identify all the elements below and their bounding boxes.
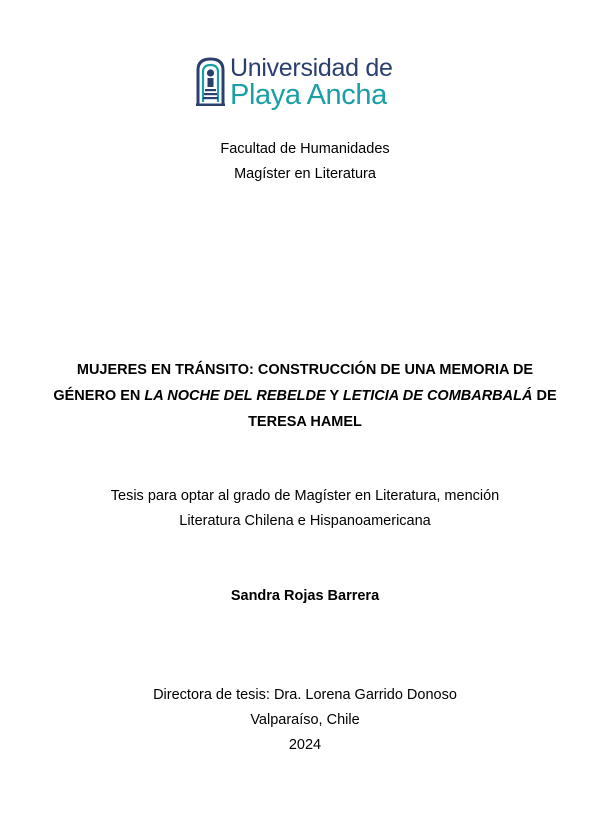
- university-emblem-icon: [195, 56, 226, 107]
- year: 2024: [288, 737, 322, 753]
- title-segment: DE: [532, 388, 557, 404]
- thesis-title-line-3: TERESA HAMEL: [248, 414, 362, 430]
- faculty-name: Facultad de Humanidades: [220, 141, 390, 157]
- thesis-title-line-2: [30, 383, 580, 409]
- logo-text-playa-ancha: Playa Ancha: [230, 79, 387, 111]
- title-segment: Y: [325, 388, 343, 404]
- thesis-advisor: Directora de tesis: Dra. Lorena Garrido Donoso: [153, 687, 457, 703]
- location: Valparaíso, Chile: [250, 712, 360, 728]
- thesis-title-line-1: MUJERES EN TRÁNSITO: CONSTRUCCIÓN DE UNA MEMORIA DE: [76, 362, 534, 378]
- university-logo: [195, 54, 407, 110]
- book-title-leticia-de-combarbala: LETICIA DE COMBARBALÁ: [342, 388, 533, 404]
- logo-text-universidad: Universidad de: [230, 54, 393, 82]
- title-segment: GÉNERO EN: [53, 388, 145, 404]
- program-name: Magíster en Literatura: [234, 166, 376, 182]
- thesis-purpose-line-2: Literatura Chilena e Hispanoamericana: [179, 513, 431, 529]
- author-name: Sandra Rojas Barrera: [230, 588, 380, 604]
- thesis-purpose-line-1: Tesis para optar al grado de Magíster en Literatura, mención: [110, 488, 500, 504]
- book-title-la-noche-del-rebelde: LA NOCHE DEL REBELDE: [144, 388, 326, 404]
- thesis-title: [30, 357, 580, 435]
